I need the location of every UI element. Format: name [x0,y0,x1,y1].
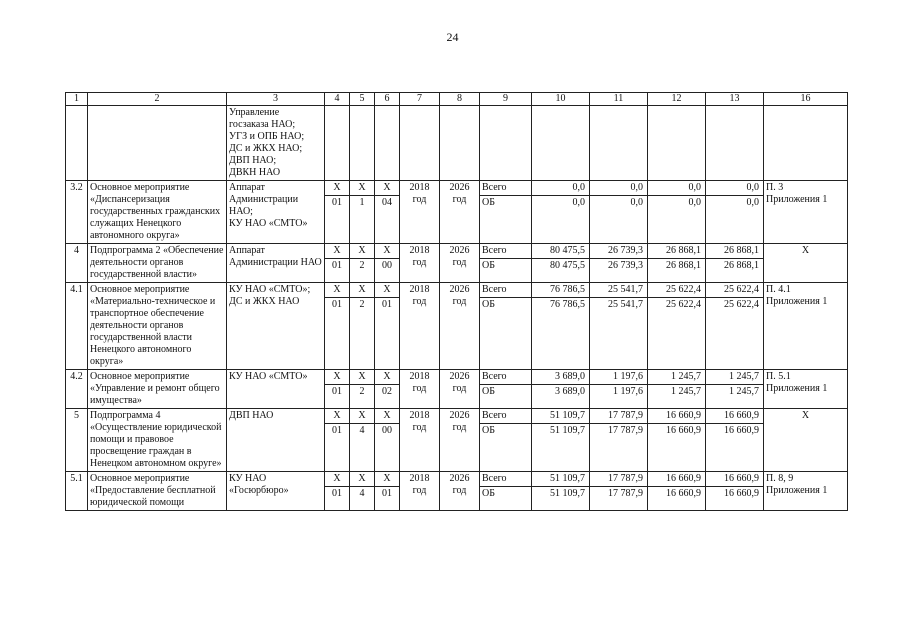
value-cell: 0,0 [590,181,648,196]
row-number: 4 [66,244,88,283]
value-cell: 16 660,9 [706,409,764,424]
value-cell: 0,0 [532,181,590,196]
value-cell: 76 786,5 [532,298,590,370]
start-year-cell [400,244,440,283]
source-budget: ОБ [480,487,532,511]
activity-name: Основное мероприятие «Материально-техническое и транспортное обеспечение деятельности органов государственной власти Ненецкого автономного округа» [88,283,227,370]
header-cell: 11 [590,93,648,106]
start-year-unit: год [412,257,427,268]
source-total: Всего [480,283,532,298]
value-cell: 76 786,5 [532,283,590,298]
value-cell: 25 541,7 [590,283,648,298]
code-cell: 00 [375,424,400,472]
value-cell: 16 660,9 [706,424,764,472]
code-cell: Х [350,181,375,196]
activity-name: Основное мероприятие «Диспансеризация государственных гражданских служащих Ненецкого автономного округа» [88,181,227,244]
value-cell: 16 660,9 [648,472,706,487]
code-cell: 01 [375,298,400,370]
cell-empty [532,106,590,181]
value-cell: 80 475,5 [532,244,590,259]
start-year-cell [400,283,440,370]
source-budget: ОБ [480,259,532,283]
table-row [66,244,848,259]
source-total: Всего [480,409,532,424]
value-cell: 1 197,6 [590,370,648,385]
end-year: 2026 [449,284,470,295]
value-cell: 0,0 [532,196,590,244]
table-row [66,370,848,385]
source-total: Всего [480,244,532,259]
value-cell: 3 689,0 [532,385,590,409]
value-cell: 0,0 [590,196,648,244]
cell-empty [648,106,706,181]
value-cell: 3 689,0 [532,370,590,385]
cell-empty [66,106,88,181]
end-year-cell [440,409,480,472]
start-year-cell [400,181,440,244]
reference-cell: Х [764,244,848,283]
value-cell: 26 868,1 [706,259,764,283]
start-year-cell [400,409,440,472]
value-cell: 25 622,4 [648,298,706,370]
header-cell: 7 [400,93,440,106]
value-cell: 0,0 [648,181,706,196]
end-year: 2026 [449,245,470,256]
header-cell: 9 [480,93,532,106]
code-cell: 4 [350,424,375,472]
row-number: 3.2 [66,181,88,244]
code-cell: 01 [325,385,350,409]
code-cell: 04 [375,196,400,244]
value-cell: 25 622,4 [706,283,764,298]
value-cell: 51 109,7 [532,487,590,511]
value-cell: 17 787,9 [590,487,648,511]
code-cell: 01 [325,487,350,511]
start-year: 2018 [409,245,430,256]
value-cell: 25 622,4 [706,298,764,370]
value-cell: 1 197,6 [590,385,648,409]
value-cell: 1 245,7 [648,385,706,409]
header-cell: 2 [88,93,227,106]
value-cell: 51 109,7 [532,424,590,472]
code-cell: Х [350,472,375,487]
cell-empty [400,106,440,181]
cell-empty [706,106,764,181]
cell-empty [480,106,532,181]
reference-cell: П. 3 Приложения 1 [764,181,848,244]
header-cell: 4 [325,93,350,106]
code-cell: Х [350,409,375,424]
header-cell: 5 [350,93,375,106]
value-cell: 17 787,9 [590,472,648,487]
table-row [66,283,848,298]
code-cell: 01 [325,259,350,283]
end-year-unit: год [452,257,467,268]
value-cell: 51 109,7 [532,409,590,424]
code-cell: Х [350,283,375,298]
start-year-cell [400,370,440,409]
header-cell: 8 [440,93,480,106]
code-cell: Х [375,370,400,385]
end-year-cell [440,370,480,409]
row-number: 5 [66,409,88,472]
table-row [66,409,848,424]
end-year: 2026 [449,410,470,421]
executor-cell: КУ НАО «СМТО»; ДС и ЖКХ НАО [227,283,325,370]
value-cell: 17 787,9 [590,409,648,424]
start-year: 2018 [409,410,430,421]
cell-empty [88,106,227,181]
code-cell: Х [375,472,400,487]
program-table [65,92,848,511]
code-cell: Х [325,283,350,298]
activity-name: Основное мероприятие «Предоставление бесплатной юридической помощи [88,472,227,511]
code-cell: 02 [375,385,400,409]
table-row [66,181,848,196]
header-cell: 16 [764,93,848,106]
source-total: Всего [480,370,532,385]
code-cell: 01 [375,487,400,511]
header-cell: 12 [648,93,706,106]
code-cell: 2 [350,385,375,409]
source-budget: ОБ [480,385,532,409]
end-year-cell [440,244,480,283]
header-cell: 3 [227,93,325,106]
page-number: 24 [446,30,459,44]
code-cell: Х [325,244,350,259]
reference-cell: П. 5.1 Приложения 1 [764,370,848,409]
reference-cell: Х [764,409,848,472]
value-cell: 0,0 [706,181,764,196]
start-year: 2018 [409,182,430,193]
value-cell: 26 739,3 [590,259,648,283]
start-year: 2018 [409,473,430,484]
value-cell: 1 245,7 [648,370,706,385]
value-cell: 26 868,1 [648,259,706,283]
row-number: 4.2 [66,370,88,409]
cell-empty [440,106,480,181]
source-budget: ОБ [480,424,532,472]
start-year-unit: год [412,296,427,307]
value-cell: 51 109,7 [532,472,590,487]
end-year-cell [440,283,480,370]
header-cell: 13 [706,93,764,106]
executor-cell: Управление госзаказа НАО; УГЗ и ОПБ НАО; ДС и ЖКХ НАО; ДВП НАО; ДВКН НАО [227,106,325,181]
source-budget: ОБ [480,298,532,370]
activity-name: Подпрограмма 4 «Осуществление юридической помощи и правовое просвещение граждан в Ненецком автономном округе» [88,409,227,472]
activity-name: Основное мероприятие «Управление и ремонт общего имущества» [88,370,227,409]
code-cell: 4 [350,487,375,511]
code-cell: Х [325,472,350,487]
code-cell: 01 [325,424,350,472]
header-row [66,93,848,106]
value-cell: 16 660,9 [706,487,764,511]
code-cell: Х [375,409,400,424]
value-cell: 25 541,7 [590,298,648,370]
executor-cell: Аппарат Администрации НАО [227,244,325,283]
value-cell: 1 245,7 [706,385,764,409]
code-cell: Х [325,370,350,385]
value-cell: 26 739,3 [590,244,648,259]
executor-cell: КУ НАО «Госюрбюро» [227,472,325,511]
start-year-unit: год [412,485,427,496]
value-cell: 0,0 [648,196,706,244]
activity-name: Подпрограмма 2 «Обеспечение деятельности органов государственной власти» [88,244,227,283]
end-year-unit: год [452,194,467,205]
start-year-unit: год [412,383,427,394]
value-cell: 1 245,7 [706,370,764,385]
start-year: 2018 [409,371,430,382]
value-cell: 16 660,9 [648,424,706,472]
source-total: Всего [480,181,532,196]
value-cell: 26 868,1 [648,244,706,259]
table-body [66,93,848,511]
start-year-unit: год [412,194,427,205]
table-row [66,472,848,487]
start-year-cell [400,472,440,511]
code-cell: 2 [350,298,375,370]
code-cell: 01 [325,196,350,244]
end-year: 2026 [449,473,470,484]
end-year-unit: год [452,422,467,433]
code-cell: 1 [350,196,375,244]
start-year-unit: год [412,422,427,433]
cell-empty [590,106,648,181]
end-year: 2026 [449,182,470,193]
cell-empty [764,106,848,181]
end-year-unit: год [452,485,467,496]
header-cell: 6 [375,93,400,106]
value-cell: 0,0 [706,196,764,244]
executor-cell: ДВП НАО [227,409,325,472]
cell-empty [350,106,375,181]
code-cell: Х [350,370,375,385]
code-cell: Х [375,244,400,259]
header-cell: 1 [66,93,88,106]
value-cell: 16 660,9 [648,487,706,511]
cell-empty [375,106,400,181]
continuation-row [66,106,848,181]
executor-cell: Аппарат Администрации НАО; КУ НАО «СМТО» [227,181,325,244]
end-year-cell [440,181,480,244]
source-budget: ОБ [480,196,532,244]
code-cell: Х [375,181,400,196]
value-cell: 26 868,1 [706,244,764,259]
executor-cell: КУ НАО «СМТО» [227,370,325,409]
code-cell: Х [375,283,400,298]
end-year: 2026 [449,371,470,382]
value-cell: 16 660,9 [706,472,764,487]
code-cell: Х [325,409,350,424]
end-year-cell [440,472,480,511]
value-cell: 25 622,4 [648,283,706,298]
value-cell: 16 660,9 [648,409,706,424]
value-cell: 17 787,9 [590,424,648,472]
code-cell: 01 [325,298,350,370]
code-cell: Х [350,244,375,259]
end-year-unit: год [452,383,467,394]
code-cell: 2 [350,259,375,283]
row-number: 4.1 [66,283,88,370]
start-year: 2018 [409,284,430,295]
header-cell: 10 [532,93,590,106]
reference-cell: П. 8, 9 Приложения 1 [764,472,848,511]
value-cell: 80 475,5 [532,259,590,283]
row-number: 5.1 [66,472,88,511]
end-year-unit: год [452,296,467,307]
reference-cell: П. 4.1 Приложения 1 [764,283,848,370]
source-total: Всего [480,472,532,487]
code-cell: Х [325,181,350,196]
code-cell: 00 [375,259,400,283]
cell-empty [325,106,350,181]
